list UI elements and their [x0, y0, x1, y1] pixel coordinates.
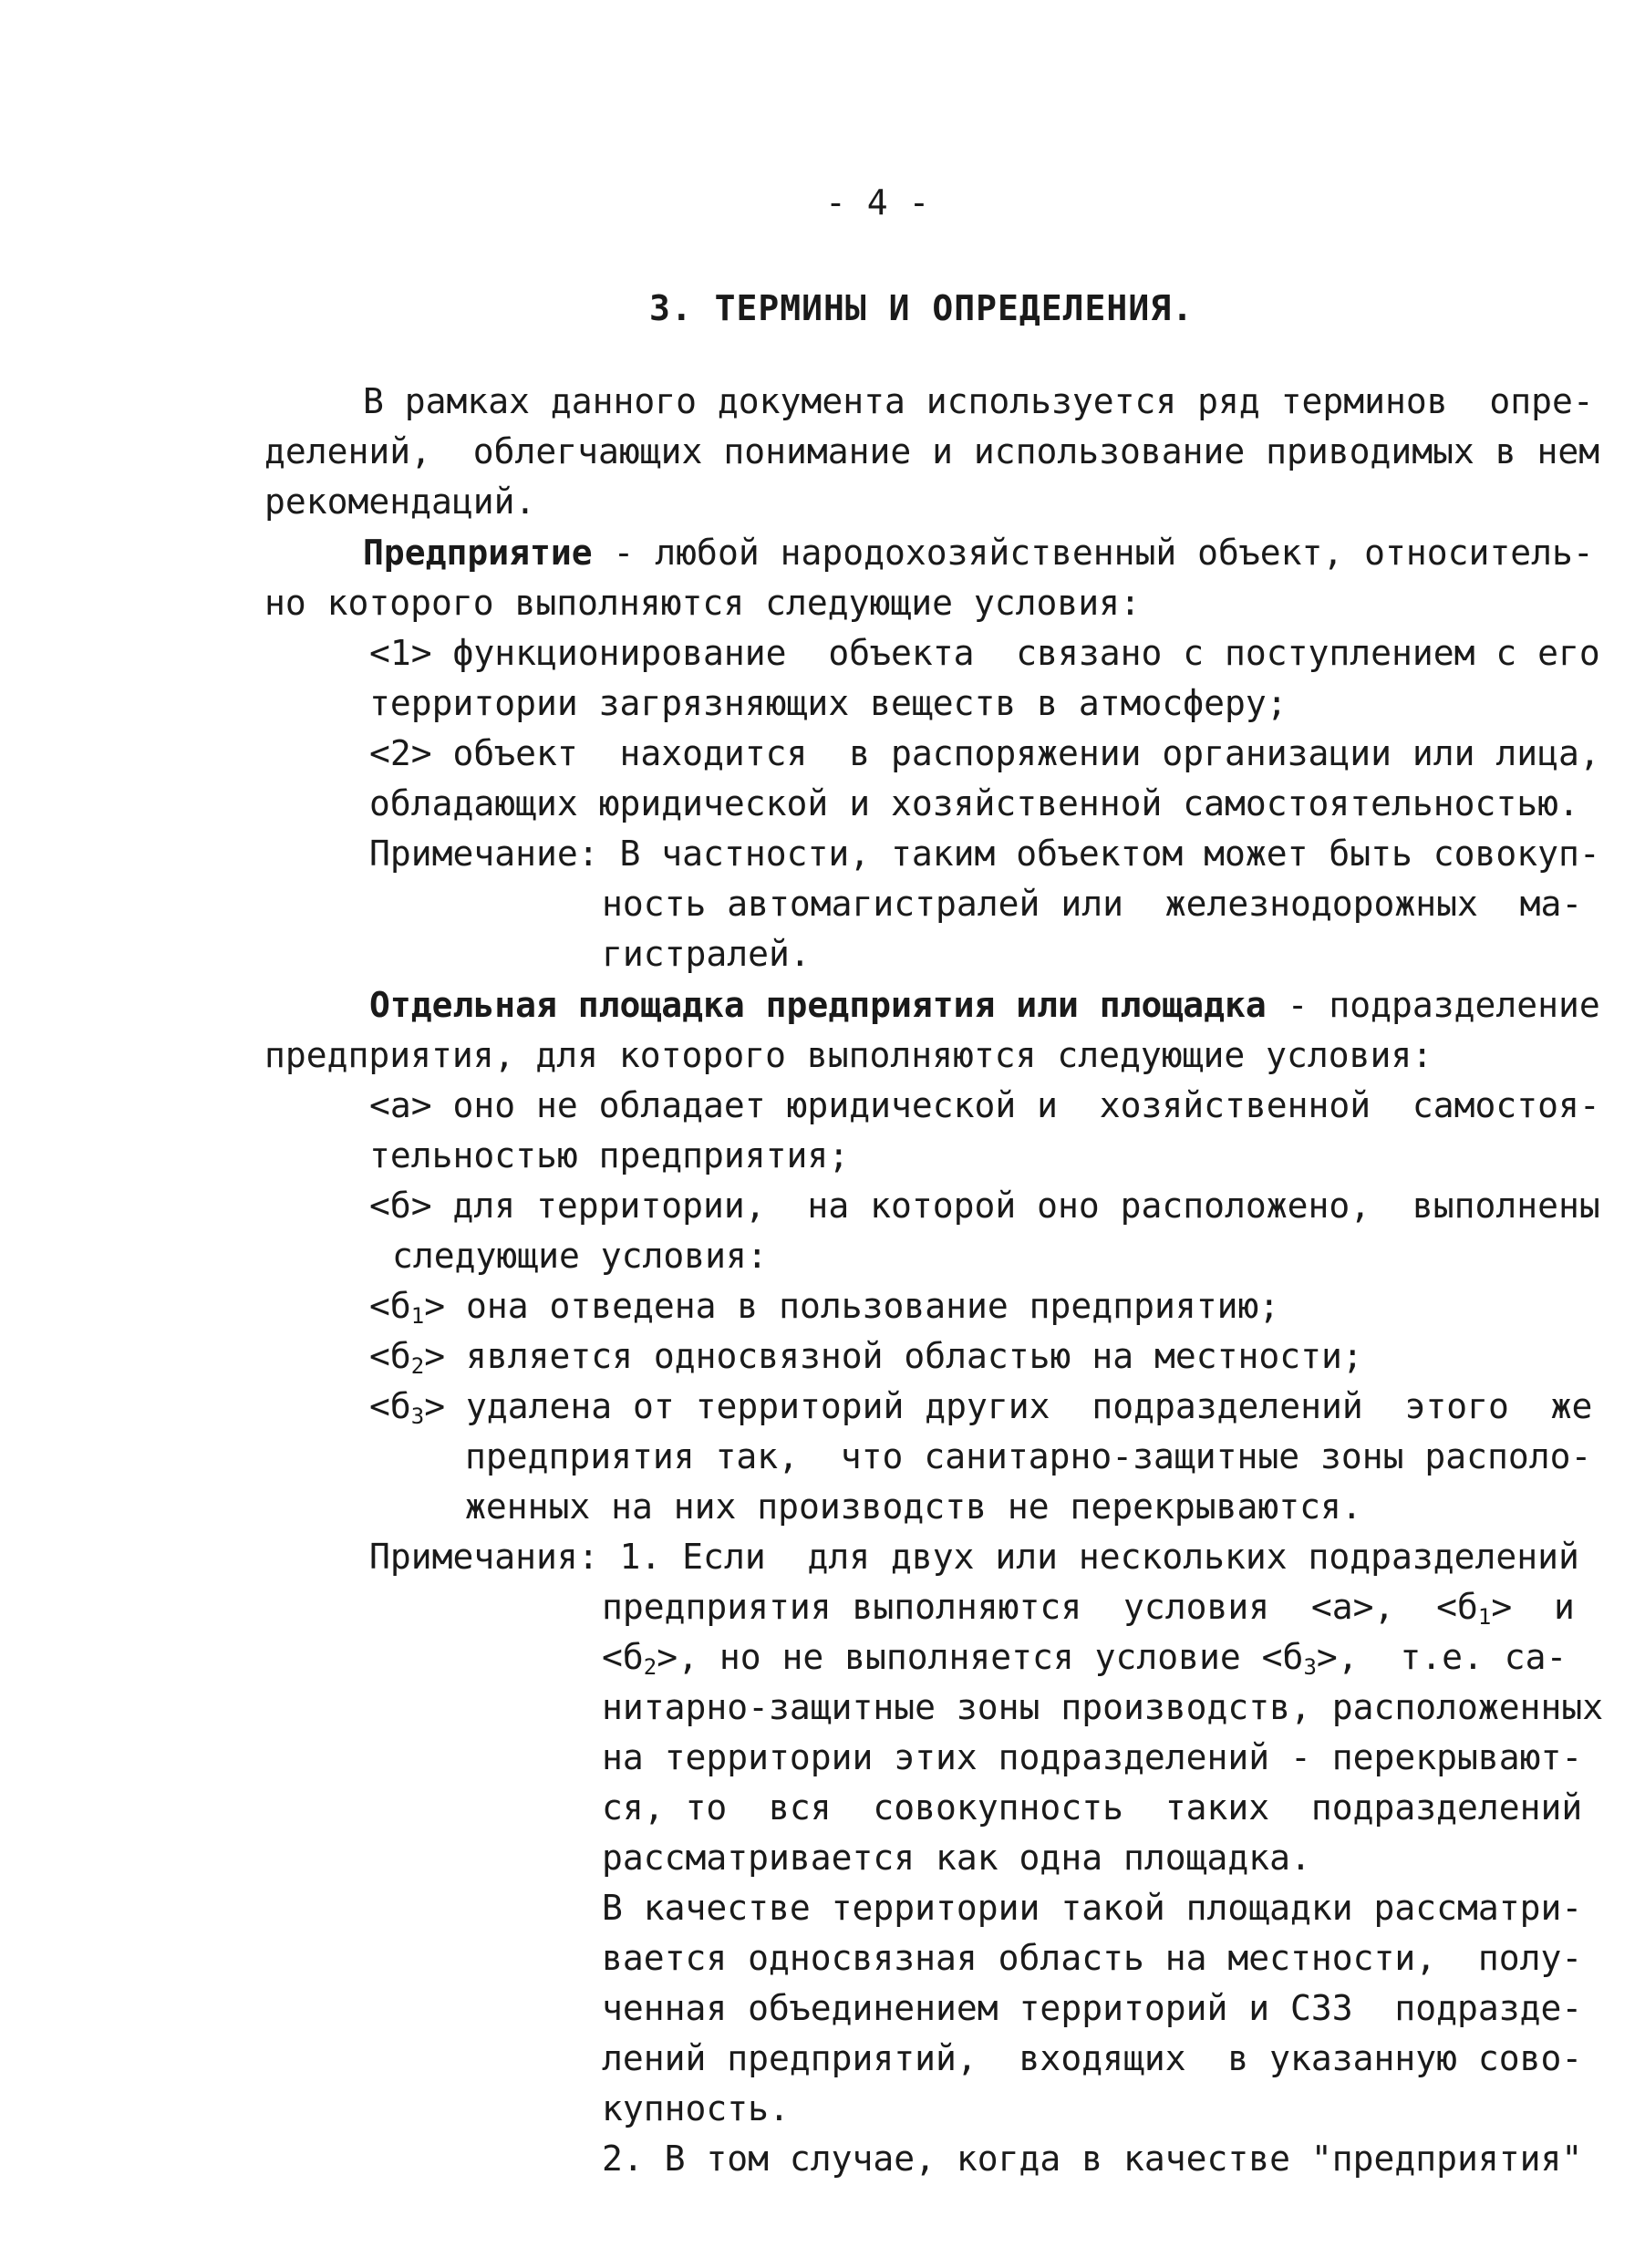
notes-line-2: предприятия выполняются условия <а>, $<б_1> и$: [602, 1587, 1575, 1630]
notes-item-2-line-1: 2. В том случае, когда в качестве "предприятия": [602, 2139, 1583, 2179]
def-enterprise-line-1: [363, 529, 1594, 576]
condition-b-line-1: <б> для территории, на которой оно расположено, выполнены: [369, 1186, 1600, 1226]
notes-p2-line-4: лений предприятий, входящих в указанную сово-: [602, 2038, 1583, 2078]
notes-line-7: рассматривается как одна площадка.: [602, 1838, 1311, 1878]
notes-p2-line-2: вается односвязная область на местности, полу-: [602, 1938, 1583, 1978]
def-enterprise-line-2: но которого выполняются следующие условия:: [264, 583, 1141, 623]
intro-line-1: В рамках данного документа используется ряд терминов опре-: [363, 381, 1594, 421]
def-site-line-2: предприятия, для которого выполняются следующие условия:: [264, 1035, 1433, 1075]
condition-a-line-1: <а> оно не обладает юридической и хозяйственной самостоя-: [369, 1085, 1600, 1125]
def-site-text: - подразделение: [1266, 985, 1600, 1025]
condition-1-line-1: <1> функционирование объекта связано с поступлением с его: [369, 633, 1600, 673]
condition-b1: $<б_1>$ она отведена в пользование предприятию;: [369, 1286, 1280, 1329]
note-label: Примечание:: [369, 834, 599, 874]
intro-line-3: рекомендаций.: [264, 482, 536, 522]
section-heading: 3. ТЕРМИНЫ И ОПРЕДЕЛЕНИЯ.: [649, 288, 1194, 328]
notes-p2-line-1: В качестве территории такой площадки рассматри-: [602, 1888, 1583, 1928]
note-line-3: гистралей.: [602, 934, 811, 974]
condition-2-line-1: <2> объект находится в распоряжении организации или лица,: [369, 733, 1600, 773]
condition-b3-line-2: предприятия так, что санитарно-защитные зоны располо-: [465, 1436, 1592, 1476]
notes-label: Примечания:: [369, 1537, 599, 1577]
notes-p2-line-3: ченная объединением территорий и СЗЗ подразде-: [602, 1988, 1583, 2028]
term-enterprise: Предприятие: [363, 533, 593, 573]
notes-line-4: нитарно-защитные зоны производств, расположенных: [602, 1687, 1604, 1727]
term-site: Отдельная площадка предприятия или площадка: [369, 985, 1267, 1025]
intro-line-2: делений, облегчающих понимание и использование приводимых в нем: [264, 431, 1600, 471]
def-enterprise-text: - любой народохозяйственный объект, относитель-: [592, 533, 1594, 573]
page-number: - 4 -: [825, 182, 930, 223]
condition-2-line-2: обладающих юридической и хозяйственной самостоятельностью.: [369, 783, 1579, 823]
notes-line-3: $<б_2>$, но не выполняется условие $<б_3>$, т.е. са-: [602, 1637, 1567, 1680]
condition-b2: $<б_2>$ является односвязной областью на местности;: [369, 1336, 1363, 1379]
def-site-line-1: [369, 981, 1600, 1029]
note-text-1: В частности, таким объектом может быть совокуп-: [598, 834, 1600, 874]
note-line-2: ность автомагистралей или железнодорожных ма-: [602, 884, 1583, 924]
notes-line-6: ся, то вся совокупность таких подразделений: [602, 1787, 1583, 1828]
condition-b3-line-1: $<б_3>$ удалена от территорий других подразделений этого же: [369, 1386, 1593, 1429]
condition-b-line-2: следующие условия:: [392, 1236, 768, 1276]
notes-line-5: на территории этих подразделений - перекрывают-: [602, 1737, 1583, 1777]
note-line-1: [369, 830, 1600, 877]
notes-line-1: Примечания: 1. Если для двух или нескольких подразделений: [369, 1537, 1579, 1577]
condition-a-line-2: тельностью предприятия;: [369, 1135, 850, 1175]
condition-b3-line-3: женных на них производств не перекрываются.: [465, 1486, 1362, 1527]
notes-p2-line-5: купность.: [602, 2088, 790, 2128]
condition-1-line-2: территории загрязняющих веществ в атмосферу;: [369, 683, 1288, 723]
